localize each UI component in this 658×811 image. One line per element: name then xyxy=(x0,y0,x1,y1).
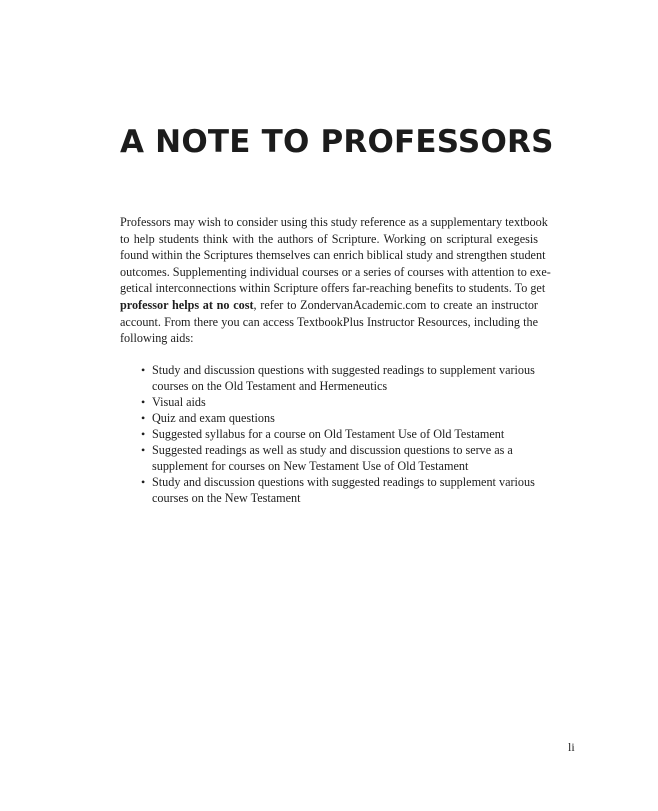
professor-helps-emphasis: professor helps at no cost xyxy=(120,297,254,312)
list-item-text: Suggested readings as well as study and discussion questions to serve as a xyxy=(152,443,513,457)
intro-line: to help students think with the authors of Scripture. Working on scriptural exegesis xyxy=(120,231,538,246)
list-item xyxy=(141,442,541,474)
intro-line: Professors may wish to consider using this study reference as a supplementary textbook xyxy=(120,215,548,229)
list-item-text: Study and discussion questions with suggested readings to supplement various xyxy=(152,475,535,489)
bullet-icon: • xyxy=(141,395,146,409)
list-item xyxy=(141,394,541,410)
bullet-icon: • xyxy=(141,443,146,457)
intro-line xyxy=(120,297,538,314)
intro-paragraph xyxy=(120,214,551,347)
intro-line: outcomes. Supplementing individual courses or a series of courses with attention to exe- xyxy=(120,264,551,279)
intro-line: found within the Scriptures themselves can enrich biblical study and strengthen student xyxy=(120,248,546,263)
list-item-text: Visual aids xyxy=(152,395,206,409)
list-item xyxy=(141,362,541,394)
bullet-icon: • xyxy=(141,363,146,377)
list-item xyxy=(141,426,541,442)
page-number: li xyxy=(568,740,575,754)
bullet-icon: • xyxy=(141,427,146,441)
bullet-icon: • xyxy=(141,475,146,489)
list-item-text: Study and discussion questions with suggested readings to supplement various xyxy=(152,363,535,377)
list-item xyxy=(141,410,541,426)
bullet-icon: • xyxy=(141,411,146,425)
intro-line-rest: , refer to ZondervanAcademic.com to create an instructor xyxy=(253,297,538,312)
intro-line: getical interconnections within Scripture offers far-reaching benefits to students. To get xyxy=(120,281,546,296)
intro-line: following aids: xyxy=(120,331,194,346)
list-item xyxy=(141,474,541,506)
list-item-text: Suggested syllabus for a course on Old Testament Use of Old Testament xyxy=(152,427,505,441)
instructor-aids-list xyxy=(141,362,541,506)
list-item-text: courses on the New Testament xyxy=(152,491,301,505)
list-item-text: courses on the Old Testament and Hermeneutics xyxy=(152,379,388,393)
list-item-text: Quiz and exam questions xyxy=(152,411,275,425)
list-item-text: supplement for courses on New Testament Use of Old Testament xyxy=(152,459,469,473)
intro-line: account. From there you can access TextbookPlus Instructor Resources, including the xyxy=(120,314,538,329)
page-title: A NOTE TO PROFESSORS xyxy=(120,124,554,160)
